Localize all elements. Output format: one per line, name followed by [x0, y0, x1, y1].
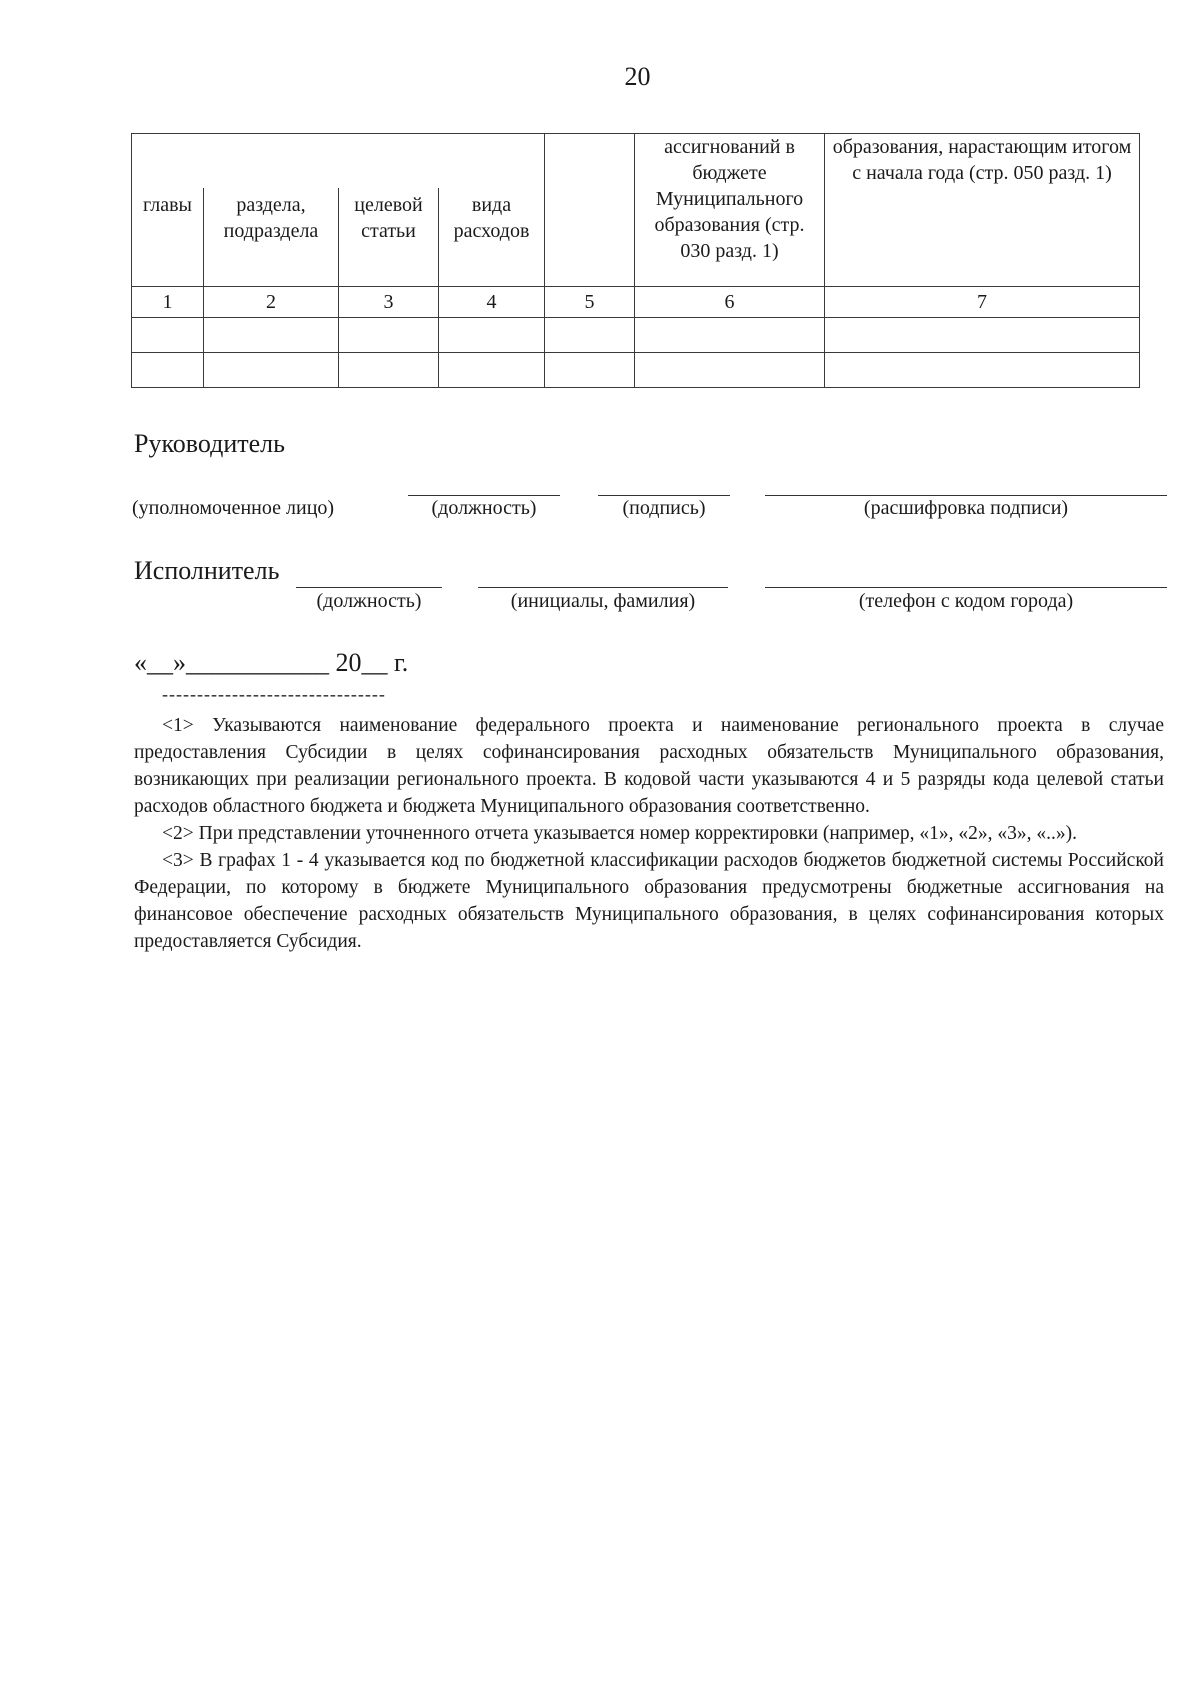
col-number: 1	[132, 286, 204, 317]
position-line	[408, 495, 560, 496]
exec-position-caption: (должность)	[316, 590, 422, 612]
col-number: 2	[204, 286, 339, 317]
signature-caption: (подпись)	[622, 497, 706, 519]
table-cell	[339, 317, 439, 352]
col-vida-header: вида расходов	[439, 188, 545, 286]
col-number: 3	[339, 286, 439, 317]
table-cell	[204, 352, 339, 387]
page-number: 20	[624, 62, 651, 91]
exec-name-caption: (инициалы, фамилия)	[510, 590, 696, 612]
table-cell	[439, 352, 545, 387]
col-obraz-header: образования, нарастающим итогом с начала года (стр. 050 разд. 1)	[825, 134, 1140, 287]
executor-label: Исполнитель	[134, 556, 280, 585]
footnote-2: <2> При представлении уточненного отчета указывается номер корректировки (например, «1», «2», «3», «..»).	[162, 823, 1077, 844]
table-cell	[132, 317, 204, 352]
col-glavy-header: главы	[132, 188, 204, 286]
decoding-caption: (расшифровка подписи)	[863, 497, 1069, 519]
col-razdela-header: раздела, подраздела	[204, 188, 339, 286]
decoding-line	[765, 495, 1167, 496]
col-number: 5	[545, 286, 635, 317]
table-row	[132, 317, 1140, 352]
column-numbers-row	[132, 286, 1140, 317]
col-number: 7	[825, 286, 1140, 317]
col-assign-header: ассигнований в бюджете Муниципального образования (стр. 030 разд. 1)	[635, 134, 825, 287]
report-table	[131, 133, 1140, 388]
footnote-3: <3> В графах 1 - 4 указывается код по бюджетной классификации расходов бюджетов бюджетной системы Российской Федерации, по которому в бюджете Муниципального образования предусмотрены бюджетные ассигнования на финансовое обеспечение расходных обязательств Муниципального образования, в целях софинансирования которых предоставляется Субсидия.	[134, 850, 1164, 952]
table-row	[132, 352, 1140, 387]
table-cell	[545, 352, 635, 387]
code-group-header	[132, 134, 545, 189]
col-tselevoy-header: целевой статьи	[339, 188, 439, 286]
table-cell	[204, 317, 339, 352]
footnote-separator: --------------------------------	[162, 684, 386, 704]
col-number: 4	[439, 286, 545, 317]
exec-position-line	[296, 587, 442, 588]
position-caption: (должность)	[431, 497, 537, 519]
table-cell	[545, 317, 635, 352]
col-5-header	[545, 134, 635, 287]
table-cell	[132, 352, 204, 387]
table-cell	[339, 352, 439, 387]
footnote-1: <1> Указываются наименование федерального проекта и наименование регионального проекта в случае предоставления Субсидии в целях софинансирования расходных обязательств Муниципального образования, возникающих при реализации регионального проекта. В кодовой части указываются 4 и 5 разряды кода целевой статьи расходов областного бюджета и бюджета Муниципального образования соответственно.	[134, 715, 1164, 817]
head-label: Руководитель	[134, 429, 285, 458]
table-cell	[635, 317, 825, 352]
authorized-caption: (уполномоченное лицо)	[132, 497, 335, 519]
exec-name-line	[478, 587, 728, 588]
col-number: 6	[635, 286, 825, 317]
table-cell	[439, 317, 545, 352]
table-cell	[825, 317, 1140, 352]
signature-line	[598, 495, 730, 496]
footnotes	[134, 712, 1164, 955]
exec-phone-line	[765, 587, 1167, 588]
exec-phone-caption: (телефон с кодом города)	[858, 590, 1074, 612]
table-cell	[825, 352, 1140, 387]
date-line: «__»___________ 20__ г.	[134, 648, 409, 677]
table-cell	[635, 352, 825, 387]
